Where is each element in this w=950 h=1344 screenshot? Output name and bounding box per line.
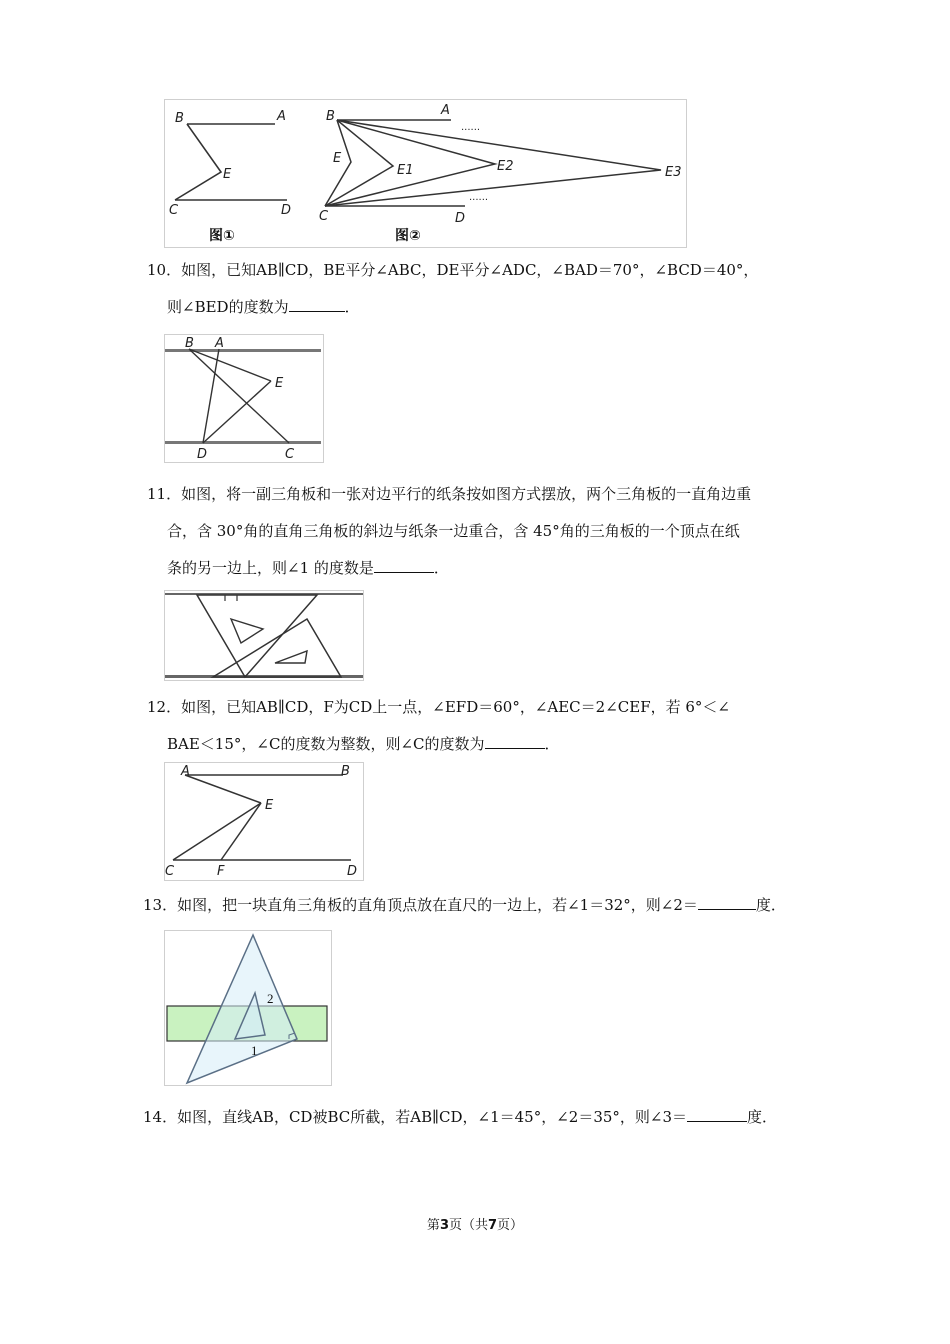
figure-q10-svg: [165, 335, 323, 462]
label-B: B: [185, 336, 194, 351]
caption-fig2: 图②: [395, 228, 421, 244]
question-11-line1: 如图，将一副三角板和一张对边平行的纸条按如图方式摆放，两个三角板的一直角边重: [181, 485, 752, 503]
question-11-number: 11．: [147, 485, 182, 503]
label-B: B: [341, 764, 350, 779]
label-C2: C: [319, 209, 329, 224]
label-F: F: [217, 864, 225, 879]
answer-blank-12[interactable]: [485, 734, 545, 749]
question-10-line2: [167, 297, 360, 317]
angle-2-label: 2: [267, 991, 274, 1006]
label-E3: E3: [665, 165, 682, 180]
label-E: E: [223, 167, 232, 182]
label-E: E: [275, 376, 284, 391]
label-A: A: [215, 336, 224, 351]
figure-q12-svg: [165, 763, 363, 880]
question-12-line1: 如图，已知AB∥CD，F为CD上一点，∠EFD＝60°，∠AEC＝2∠CEF，若 6°＜∠: [181, 698, 730, 716]
footer-suffix: 页）: [497, 1218, 524, 1233]
ellipsis-top: ......: [461, 122, 481, 133]
footer-mid: 页（共: [448, 1218, 488, 1233]
figure-q9: [164, 99, 687, 248]
figure-q10: [164, 334, 324, 463]
question-11-line3: [167, 558, 449, 578]
label-B: B: [175, 111, 184, 126]
figure-q11: [164, 590, 364, 681]
label-C: C: [285, 447, 295, 462]
label-D: D: [281, 203, 292, 218]
question-13-number: 13．: [143, 896, 178, 914]
label-C: C: [169, 203, 179, 218]
figure-q13: [164, 930, 332, 1086]
question-12-prefix: BAE＜15°，∠C的度数为整数，则∠C的度数为: [167, 735, 485, 753]
label-D2: D: [455, 211, 466, 226]
figure-q13-svg: [165, 931, 331, 1085]
question-14-prefix: 如图，直线AB，CD被BC所截，若AB∥CD，∠1＝45°，∠2＝35°，则∠3＝: [177, 1108, 688, 1126]
answer-blank-10[interactable]: [289, 297, 345, 312]
label-E: E: [265, 798, 274, 813]
label-E2: E2: [497, 159, 514, 174]
label-E-fig2: E: [333, 151, 342, 166]
label-A: A: [277, 109, 286, 124]
question-14: [143, 1107, 777, 1127]
question-11-prefix: 条的另一边上，则∠1 的度数是: [167, 559, 374, 577]
footer-prefix: 第: [426, 1218, 440, 1233]
label-D: D: [347, 864, 358, 879]
question-14-number: 14．: [143, 1108, 178, 1126]
answer-blank-14[interactable]: [687, 1107, 747, 1122]
question-10-line1: 如图，已知AB∥CD，BE平分∠ABC，DE平分∠ADC，∠BAD＝70°，∠BCD＝40°，: [181, 261, 759, 279]
question-11-line2: 合，含 30°角的直角三角板的斜边与纸条一边重合，含 45°角的三角板的一个顶点在纸: [167, 522, 740, 540]
answer-blank-11[interactable]: [374, 558, 434, 573]
ellipsis-bottom: ......: [469, 192, 489, 203]
footer-total-pages: 7: [488, 1218, 498, 1233]
question-13: [143, 895, 786, 915]
question-11: [147, 484, 751, 504]
label-D: D: [197, 447, 208, 462]
answer-blank-13[interactable]: [698, 895, 756, 910]
question-10-prefix: 则∠BED的度数为: [167, 298, 289, 316]
label-A: A: [181, 764, 190, 779]
figure-q11-svg: [165, 591, 363, 680]
question-13-prefix: 如图，把一块直角三角板的直角顶点放在直尺的一边上，若∠1＝32°，则∠2＝: [177, 896, 698, 914]
question-14-suffix: 度．: [747, 1108, 778, 1126]
question-12-line2: [167, 734, 560, 754]
question-10-number: 10．: [147, 261, 182, 279]
question-13-suffix: 度．: [755, 896, 786, 914]
question-11-suffix: ．: [433, 559, 449, 577]
question-12-number: 12．: [147, 698, 182, 716]
figure-q12: [164, 762, 364, 881]
question-12-suffix: ．: [544, 735, 560, 753]
question-12: [147, 697, 730, 717]
figure-q9-svg: [165, 100, 686, 247]
label-A2: A: [441, 103, 450, 118]
question-10: [147, 260, 758, 280]
question-10-suffix: ．: [344, 298, 360, 316]
label-E1: E1: [397, 163, 414, 178]
page-footer: [0, 1214, 950, 1233]
label-C: C: [165, 864, 175, 879]
angle-1-label: 1: [251, 1043, 258, 1058]
label-B2: B: [326, 109, 335, 124]
footer-page-number: 3: [439, 1218, 449, 1233]
caption-fig1: 图①: [209, 228, 235, 244]
